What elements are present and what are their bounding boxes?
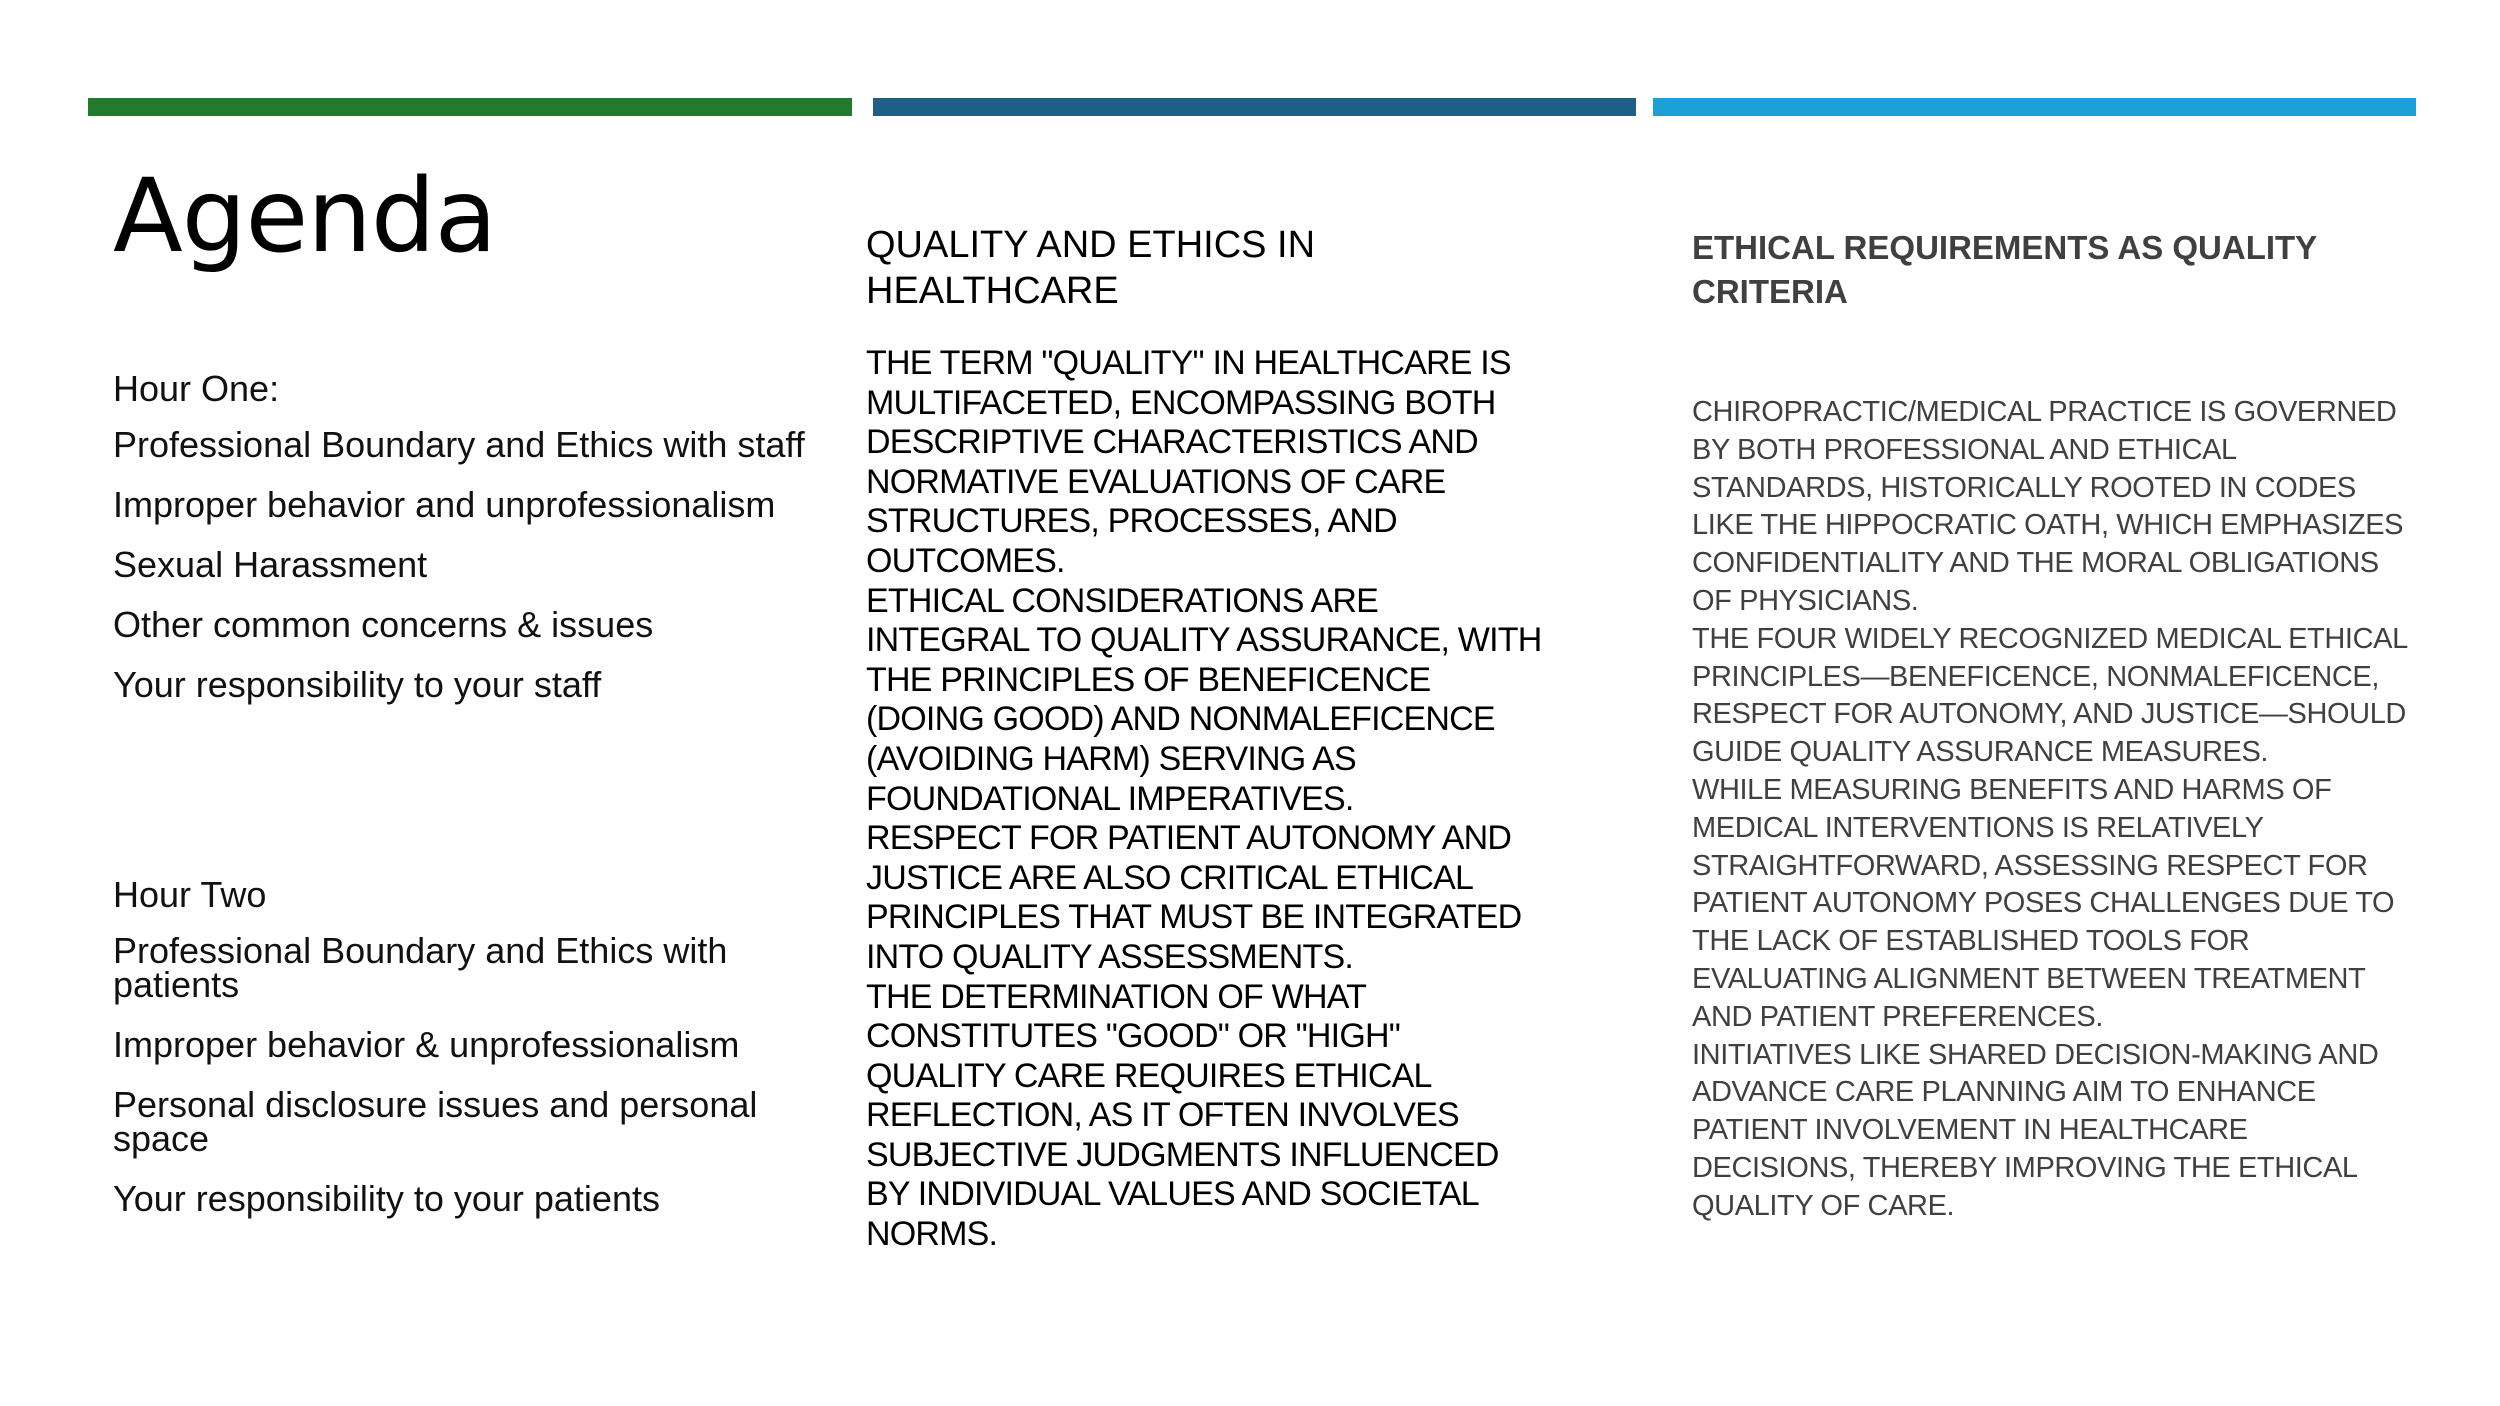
hour-two-label: Hour Two bbox=[113, 874, 267, 915]
agenda-item: Professional Boundary and Ethics with patients bbox=[113, 930, 728, 1005]
ethical-requirements-paragraph: THE FOUR WIDELY RECOGNIZED MEDICAL ETHICAL PRINCIPLES—BENEFICENCE, NONMALEFICENCE, RESPECT FOR AUTONOMY, AND JUSTICE—SHOULD GUIDE QUALITY ASSURANCE MEASURES. bbox=[1692, 622, 2407, 769]
quality-ethics-title: QUALITY AND ETHICS IN HEALTHCARE bbox=[866, 224, 1316, 312]
agenda-item: Personal disclosure issues and personal space bbox=[113, 1084, 758, 1159]
ethical-requirements-paragraph: INITIATIVES LIKE SHARED DECISION-MAKING AND ADVANCE CARE PLANNING AIM TO ENHANCE PATIENT INVOLVEMENT IN HEALTHCARE DECISIONS, THEREBY IMPROVING THE ETHICAL QUALITY OF CARE. bbox=[1692, 1038, 2379, 1222]
hour-one-label: Hour One: bbox=[113, 368, 280, 409]
agenda-item: Your responsibility to your patients bbox=[113, 1178, 660, 1219]
agenda-item: Professional Boundary and Ethics with staff bbox=[113, 424, 805, 465]
hour-two-list bbox=[113, 930, 853, 1242]
quality-ethics-paragraph: THE DETERMINATION OF WHAT CONSTITUTES "GOOD" OR "HIGH" QUALITY CARE REQUIRES ETHICAL REFLECTION, AS IT OFTEN INVOLVES SUBJECTIVE JUDGMENTS INFLUENCED BY INDIVIDUAL VALUES AND SOCIETAL NORMS. bbox=[866, 977, 1499, 1254]
agenda-item: Improper behavior and unprofessionalism bbox=[113, 484, 776, 525]
ethical-requirements-paragraph: CHIROPRACTIC/MEDICAL PRACTICE IS GOVERNED BY BOTH PROFESSIONAL AND ETHICAL STANDARDS, HISTORICALLY ROOTED IN CODES LIKE THE HIPPOCRATIC OATH, WHICH EMPHASIZES CONFIDENTIALITY AND THE MORAL OBLIGATIONS OF PHYSICIANS. bbox=[1692, 396, 2404, 617]
quality-ethics-paragraph: RESPECT FOR PATIENT AUTONOMY AND JUSTICE ARE ALSO CRITICAL ETHICAL PRINCIPLES THAT MUST BE INTEGRATED INTO QUALITY ASSESSMENTS. bbox=[866, 819, 1522, 976]
agenda-column bbox=[113, 157, 843, 1219]
quality-ethics-paragraph: THE TERM "QUALITY" IN HEALTHCARE IS MULTIFACETED, ENCOMPASSING BOTH DESCRIPTIVE CHARACTERISTICS AND NORMATIVE EVALUATIONS OF CARE STRUCTURES, PROCESSES, AND OUTCOMES. bbox=[866, 344, 1511, 580]
quality-ethics-column bbox=[866, 222, 1546, 1255]
ethical-requirements-paragraph: WHILE MEASURING BENEFITS AND HARMS OF MEDICAL INTERVENTIONS IS RELATIVELY STRAIGHTFORWARD, ASSESSING RESPECT FOR PATIENT AUTONOMY POSES CHALLENGES DUE TO THE LACK OF ESTABLISHED TOOLS FOR EVALUATING ALIGNMENT BETWEEN TREATMENT AND PATIENT PREFERENCES. bbox=[1692, 773, 2395, 1033]
hour-one-list bbox=[113, 424, 853, 728]
accent-bar-green bbox=[88, 98, 852, 116]
agenda-item: Sexual Harassment bbox=[113, 544, 428, 585]
agenda-item: Other common concerns & issues bbox=[113, 604, 654, 645]
ethical-requirements-column bbox=[1692, 226, 2412, 1226]
quality-ethics-paragraph: ETHICAL CONSIDERATIONS ARE INTEGRAL TO QUALITY ASSURANCE, WITH THE PRINCIPLES OF BENEFICENCE (DOING GOOD) AND NONMALEFICENCE (AVOIDING HARM) SERVING AS FOUNDATIONAL IMPERATIVES. bbox=[866, 581, 1542, 818]
agenda-item: Improper behavior & unprofessionalism bbox=[113, 1024, 740, 1065]
ethical-requirements-title: ETHICAL REQUIREMENTS AS QUALITY CRITERIA bbox=[1692, 229, 2317, 310]
accent-bar-blue bbox=[1653, 98, 2416, 116]
agenda-title: Agenda bbox=[113, 157, 497, 276]
accent-bar-navy bbox=[873, 98, 1636, 116]
agenda-item: Your responsibility to your staff bbox=[113, 664, 602, 705]
